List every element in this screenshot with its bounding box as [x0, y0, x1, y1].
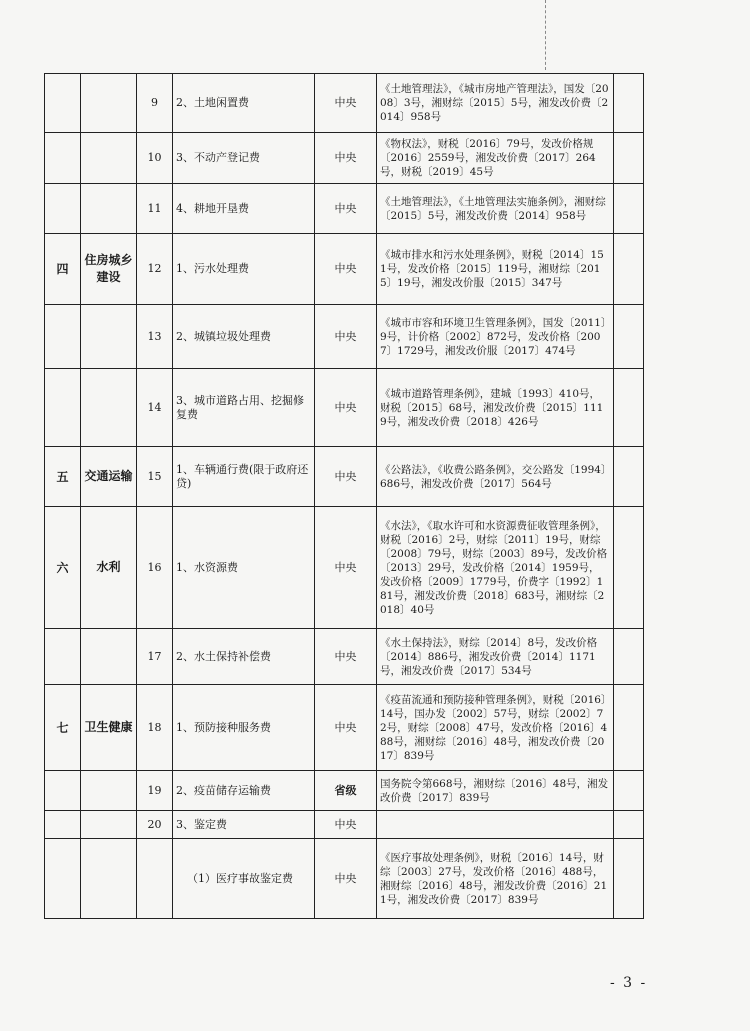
department-cell — [81, 133, 137, 184]
approval-level-cell: 中央 — [315, 184, 377, 234]
department-cell — [81, 629, 137, 685]
category-cell — [45, 839, 81, 919]
legal-basis-cell: 《土地管理法》，《城市房地产管理法》，国发〔2008〕3号，湘财综〔2015〕5号，湘发改价费〔2014〕958号 — [377, 74, 614, 133]
department-cell — [81, 184, 137, 234]
legal-basis-cell: 《水土保持法》，财综〔2014〕8号，发改价格〔2014〕886号，湘发改价费〔2014〕1171号，湘发改价费〔2017〕534号 — [377, 629, 614, 685]
category-cell: 六 — [45, 507, 81, 629]
legal-basis-cell: 《疫苗流通和预防接种管理条例》，财税〔2016〕14号，国办发〔2002〕57号，财综〔2002〕72号，财综〔2008〕47号，发改价格〔2016〕488号，湘财综〔2016〕48号，湘发改价费〔2017〕839号 — [377, 685, 614, 771]
fee-name-cell: 2、水土保持补偿费 — [173, 629, 315, 685]
category-cell: 七 — [45, 685, 81, 771]
serial-cell: 19 — [137, 771, 173, 811]
category-cell — [45, 811, 81, 839]
serial-cell: 10 — [137, 133, 173, 184]
approval-level-cell: 中央 — [315, 133, 377, 184]
table-row — [45, 629, 644, 685]
department-cell — [81, 305, 137, 369]
table-row — [45, 839, 644, 919]
category-cell — [45, 771, 81, 811]
fee-name-cell: 1、污水处理费 — [173, 234, 315, 305]
scan-edge-mark — [545, 0, 547, 70]
table-row — [45, 133, 644, 184]
approval-level-cell: 中央 — [315, 369, 377, 447]
note-cell — [614, 811, 644, 839]
fee-name-cell: 1、车辆通行费(限于政府还贷) — [173, 447, 315, 507]
note-cell — [614, 369, 644, 447]
table-row — [45, 184, 644, 234]
note-cell — [614, 184, 644, 234]
approval-level-cell: 中央 — [315, 305, 377, 369]
serial-cell: 16 — [137, 507, 173, 629]
serial-cell: 12 — [137, 234, 173, 305]
approval-level-cell: 中央 — [315, 507, 377, 629]
approval-level-cell: 中央 — [315, 74, 377, 133]
note-cell — [614, 685, 644, 771]
approval-level-cell: 中央 — [315, 447, 377, 507]
note-cell — [614, 305, 644, 369]
serial-cell — [137, 839, 173, 919]
department-cell — [81, 74, 137, 133]
legal-basis-cell: 《物权法》，财税〔2016〕79号，发改价格规〔2016〕2559号，湘发改价费〔2017〕264号，财税〔2019〕45号 — [377, 133, 614, 184]
table-row — [45, 234, 644, 305]
table-row — [45, 811, 644, 839]
note-cell — [614, 447, 644, 507]
legal-basis-cell — [377, 811, 614, 839]
serial-cell: 14 — [137, 369, 173, 447]
fee-name-cell: 3、不动产登记费 — [173, 133, 315, 184]
category-cell — [45, 184, 81, 234]
serial-cell: 13 — [137, 305, 173, 369]
table-row — [45, 305, 644, 369]
serial-cell: 17 — [137, 629, 173, 685]
category-cell — [45, 305, 81, 369]
fee-name-cell: 1、预防接种服务费 — [173, 685, 315, 771]
serial-cell: 18 — [137, 685, 173, 771]
approval-level-cell: 中央 — [315, 685, 377, 771]
fee-name-cell: 4、耕地开垦费 — [173, 184, 315, 234]
table-row — [45, 74, 644, 133]
legal-basis-cell: 《城市排水和污水处理条例》，财税〔2014〕151号，发改价格〔2015〕119号，湘财综〔2015〕19号，湘发改价服〔2015〕347号 — [377, 234, 614, 305]
note-cell — [614, 74, 644, 133]
legal-basis-cell: 国务院令第668号，湘财综〔2016〕48号，湘发改价费〔2017〕839号 — [377, 771, 614, 811]
legal-basis-cell: 《城市道路管理条例》，建城〔1993〕410号，财税〔2015〕68号，湘发改价费〔2015〕1119号，湘发改价费〔2018〕426号 — [377, 369, 614, 447]
serial-cell: 20 — [137, 811, 173, 839]
department-cell: 住房城乡建设 — [81, 234, 137, 305]
approval-level-cell: 中央 — [315, 234, 377, 305]
serial-cell: 15 — [137, 447, 173, 507]
legal-basis-cell: 《水法》，《取水许可和水资源费征收管理条例》，财税〔2016〕2号，财综〔2011〕19号，财综〔2008〕79号，财综〔2003〕89号，发改价格〔2013〕29号，发改价格〔2014〕1959号，发改价格〔2009〕1779号，价费字〔1992〕181号，湘发改价费〔2018〕683号，湘财综〔2018〕40号 — [377, 507, 614, 629]
legal-basis-cell: 《土地管理法》，《土地管理法实施条例》，湘财综〔2015〕5号，湘发改价费〔2014〕958号 — [377, 184, 614, 234]
legal-basis-cell: 《公路法》，《收费公路条例》，交公路发〔1994〕686号，湘发改价费〔2017〕564号 — [377, 447, 614, 507]
fee-table — [44, 73, 644, 919]
category-cell — [45, 133, 81, 184]
department-cell: 卫生健康 — [81, 685, 137, 771]
fee-name-cell: 2、城镇垃圾处理费 — [173, 305, 315, 369]
table-row — [45, 369, 644, 447]
note-cell — [614, 234, 644, 305]
note-cell — [614, 629, 644, 685]
department-cell — [81, 839, 137, 919]
fee-name-cell: （1）医疗事故鉴定费 — [173, 839, 315, 919]
approval-level-cell: 省级 — [315, 771, 377, 811]
fee-name-cell: 3、鉴定费 — [173, 811, 315, 839]
table-row — [45, 771, 644, 811]
approval-level-cell: 中央 — [315, 811, 377, 839]
legal-basis-cell: 《医疗事故处理条例》，财税〔2016〕14号，财综〔2003〕27号，发改价格〔2016〕488号，湘财综〔2016〕48号，湘发改价费〔2016〕211号，湘发改价费〔2017〕839号 — [377, 839, 614, 919]
table-row — [45, 685, 644, 771]
note-cell — [614, 771, 644, 811]
legal-basis-cell: 《城市市容和环境卫生管理条例》，国发〔2011〕9号，计价格〔2002〕872号，发改价格〔2007〕1729号，湘发改价服〔2017〕474号 — [377, 305, 614, 369]
table-row — [45, 447, 644, 507]
approval-level-cell: 中央 — [315, 629, 377, 685]
page-number: - 3 - — [610, 975, 648, 991]
fee-name-cell: 2、土地闲置费 — [173, 74, 315, 133]
category-cell: 四 — [45, 234, 81, 305]
department-cell — [81, 369, 137, 447]
category-cell — [45, 369, 81, 447]
serial-cell: 11 — [137, 184, 173, 234]
category-cell — [45, 629, 81, 685]
fee-name-cell: 2、疫苗储存运输费 — [173, 771, 315, 811]
department-cell: 水利 — [81, 507, 137, 629]
note-cell — [614, 507, 644, 629]
approval-level-cell: 中央 — [315, 839, 377, 919]
fee-name-cell: 1、水资源费 — [173, 507, 315, 629]
serial-cell: 9 — [137, 74, 173, 133]
department-cell: 交通运输 — [81, 447, 137, 507]
category-cell: 五 — [45, 447, 81, 507]
category-cell — [45, 74, 81, 133]
department-cell — [81, 811, 137, 839]
fee-name-cell: 3、城市道路占用、挖掘修复费 — [173, 369, 315, 447]
table-row — [45, 507, 644, 629]
note-cell — [614, 133, 644, 184]
department-cell — [81, 771, 137, 811]
note-cell — [614, 839, 644, 919]
